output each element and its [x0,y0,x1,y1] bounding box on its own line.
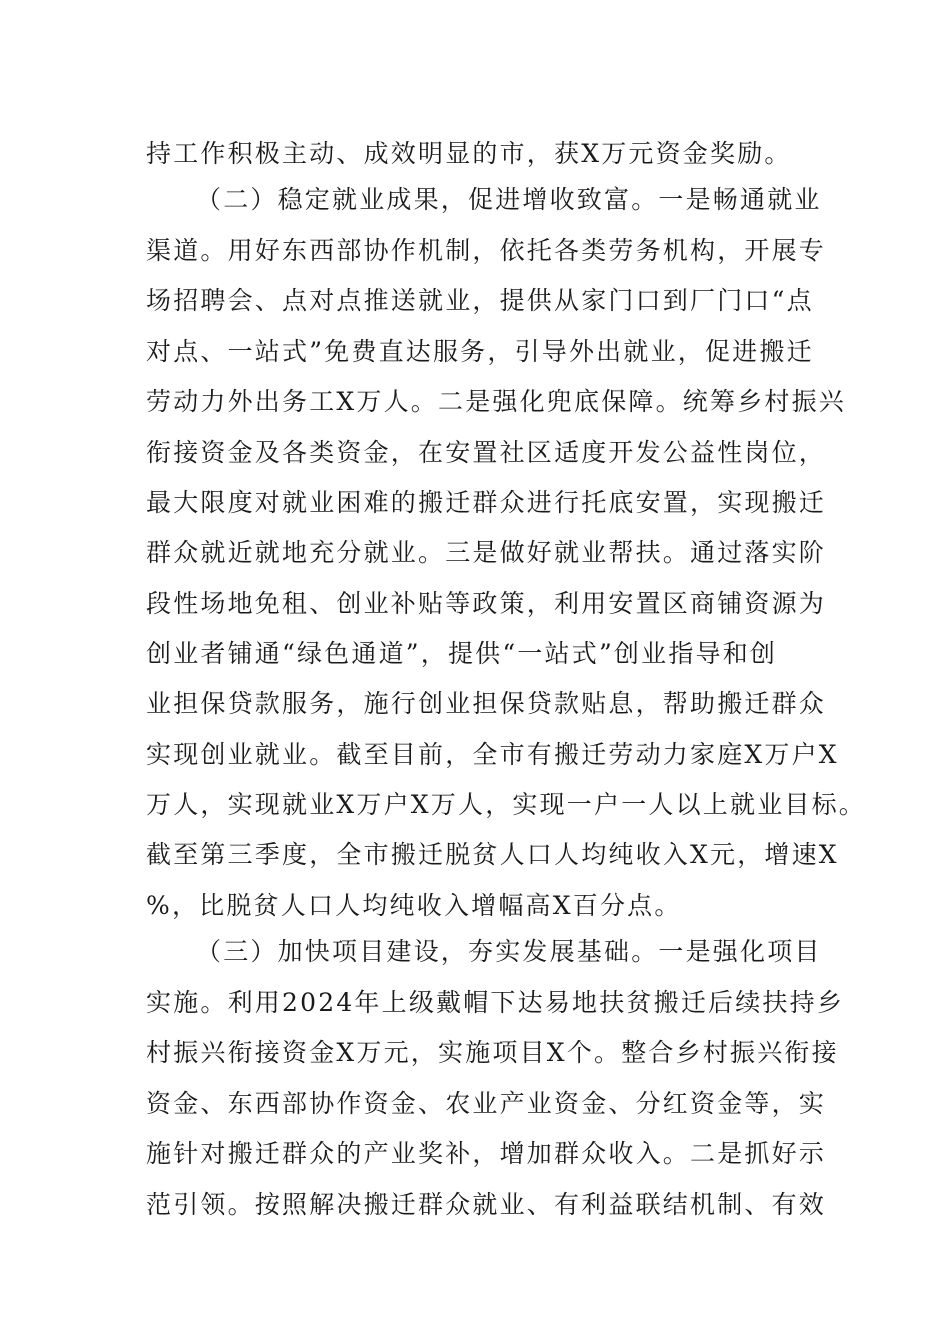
text-line: 场招聘会、点对点推送就业，提供从家门口到厂门口“点 [146,286,814,315]
text-line: 实施。利用2024年上级戴帽下达易地扶贫搬迁后续扶持乡 [146,988,845,1017]
text-line: 截至第三季度，全市搬迁脱贫人口人均纯收入X元，增速X [146,840,839,869]
text-line: 群众就近就地充分就业。三是做好就业帮扶。通过落实阶 [146,538,827,567]
text-line: 资金、东西部协作资金、农业产业资金、分红资金等，实 [146,1089,827,1118]
text-line: 业担保贷款服务，施行创业担保贷款贴息，帮助搬迁群众 [146,689,827,718]
text-line: 劳动力外出务工X万人。二是强化兜底保障。统筹乡村振兴 [146,387,847,416]
section-heading-line: （二）稳定就业成果，促进增收致富。一是畅通就业 [196,185,822,214]
text-line: 衔接资金及各类资金，在安置社区适度开发公益性岗位， [146,438,827,467]
text-line: 万人，实现就业X万户X万人，实现一户一人以上就业目标。 [146,790,866,819]
section-heading-line: （三）加快项目建设，夯实发展基础。一是强化项目 [196,937,822,966]
text-line: 范引领。按照解决搬迁群众就业、有利益联结机制、有效 [146,1190,827,1219]
text-line: 渠道。用好东西部协作机制，依托各类劳务机构，开展专 [146,236,827,265]
text-line: 实现创业就业。截至目前，全市有搬迁劳动力家庭X万户X [146,740,839,769]
text-line: 对点、一站式”免费直达服务，引导外出就业，促进搬迁 [146,337,814,366]
text-line: 创业者铺通“绿色通道”，提供“一站式”创业指导和创 [146,639,778,668]
text-line: 持工作积极主动、成效明显的市，获X万元资金奖励。 [146,139,792,168]
text-line: 最大限度对就业困难的搬迁群众进行托底安置，实现搬迁 [146,488,827,517]
text-line: %，比脱贫人口人均纯收入增幅高X百分点。 [146,891,682,920]
text-line: 村振兴衔接资金X万元，实施项目X个。整合乡村振兴衔接 [146,1038,839,1067]
text-line: 施针对搬迁群众的产业奖补，增加群众收入。二是抓好示 [146,1139,827,1168]
text-line: 段性场地免租、创业补贴等政策，利用安置区商铺资源为 [146,589,827,618]
